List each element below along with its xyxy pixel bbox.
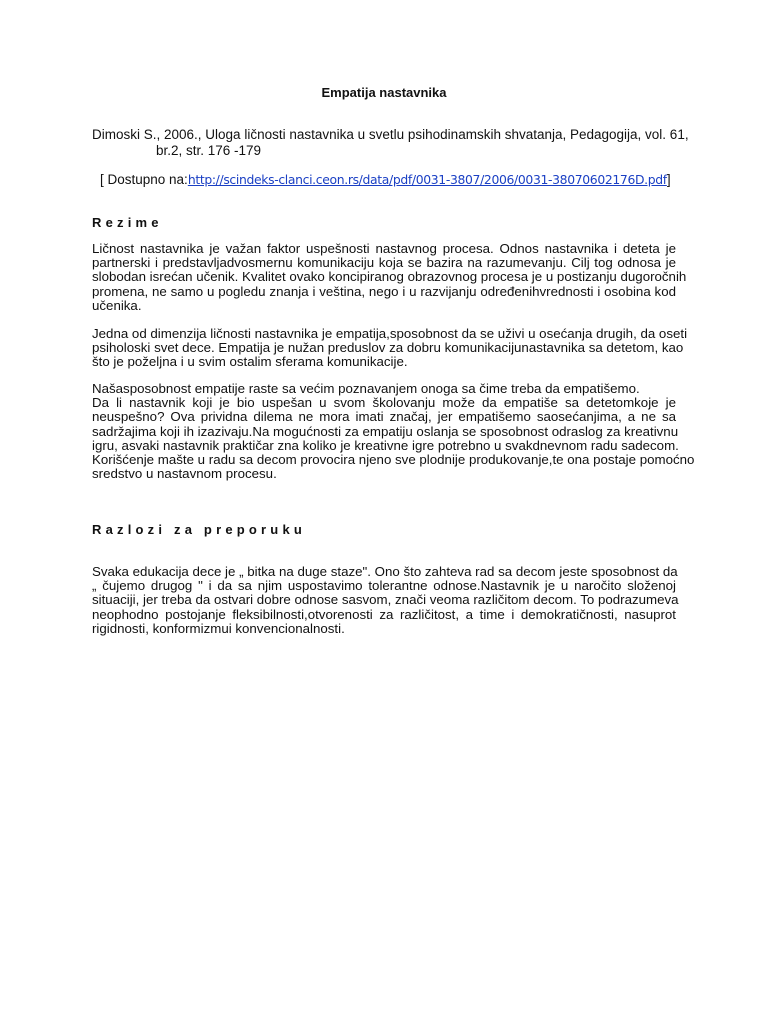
- paragraph-line: rigidnosti, konformizmui konvencionalnosti.: [92, 620, 345, 636]
- paragraph-line: promena, ne samo u pogledu znanja i veština, nego i u razvijanju određenihvrednosti i osobina kod: [92, 283, 676, 299]
- document-title: Empatija nastavnika: [321, 85, 447, 100]
- source-link[interactable]: http://scindeks-clanci.ceon.rs/data/pdf/0031-3807/2006/0031-38070602176D.pdf: [187, 172, 667, 187]
- paragraph-line: neophodno postojanje fleksibilnosti,otvorenosti za različitost, a time i demokratičnosti, nasuprot: [92, 606, 676, 622]
- paragraph-line: Ličnost nastavnika je važan faktor uspešnosti nastavnog procesa. Odnos nastavnika i deteta je: [92, 241, 676, 256]
- paragraph-line: psiholoski svet dece. Empatija je nužan preduslov za dobru komunikacijunastavnika sa detetom, kao: [92, 340, 684, 356]
- paragraph-line: sadržajima koji ih izazivaju.Na mogućnosti za empatiju oslanja se sposobnost odraslog za kreativnu: [92, 423, 679, 439]
- paragraph-line: partnerski i predstavljadvosmernu komunikaciju koja se bazira na razumevanju. Cilj tog odnosa je: [92, 255, 676, 271]
- paragraph-line: Svaka edukacija dece je „ bitka na duge staze". Ono što zahteva rad sa decom jeste sposobnost da: [92, 564, 678, 579]
- availability-suffix: ]: [666, 172, 671, 187]
- section-heading-razlozi: Razlozi za preporuku: [92, 522, 307, 537]
- paragraph-line: Korišćenje mašte u radu sa decom provocira njeno sve plodnije produkovanje,te ona postaje pomoćno: [92, 452, 695, 468]
- rezime-paragraph-3: [92, 381, 695, 482]
- availability-note: [100, 171, 700, 189]
- razlozi-paragraph: [92, 564, 679, 636]
- paragraph-line: Jedna od dimenzija ličnosti nastavnika je empatija,sposobnost da se uživi u osećanja drugih, da oseti: [92, 326, 688, 341]
- paragraph-line: neuspešno? Ova prividna dilema ne mora imati značaj, jer empatišemo saosećanjima, a ne sa: [92, 409, 676, 425]
- citation-line-1: Dimoski S., 2006., Uloga ličnosti nastavnika u svetlu psihodinamskih shvatanja, Pedagogija, vol. 61,: [92, 127, 689, 142]
- paragraph-line: što je poželjna i u svim ostalim sferama komunikacije.: [92, 354, 408, 370]
- section-heading-rezime: Rezime: [92, 215, 163, 230]
- paragraph-line: učenika.: [92, 297, 142, 313]
- paragraph-line: slobodan isrećan učenik. Kvalitet ovako koncipiranog obrazovnog procesa je u postizanju dugoročnih: [92, 269, 687, 285]
- availability-prefix: [ Dostupno na:: [100, 172, 188, 187]
- paragraph-line: Da li nastavnik koji je bio uspešan u svom školovanju može da empatiše sa detetomkoje je: [92, 395, 676, 411]
- paragraph-line: sredstvo u nastavnom procesu.: [92, 466, 277, 482]
- rezime-paragraph-2: [92, 326, 688, 370]
- citation-line-2: br.2, str. 176 -179: [156, 143, 262, 158]
- paragraph-line: igru, asvaki nastavnik praktičar zna koliko je kreativne igre potrebno u svakdnevnom radu sadecom.: [92, 437, 679, 453]
- citation: [92, 127, 692, 159]
- paragraph-line: situaciji, jer treba da ostvari dobre odnose sasvom, znači veoma različitom decom. To podrazumeva: [92, 592, 679, 608]
- paragraph-line: Našasposobnost empatije raste sa većim poznavanjem onoga sa čime treba da empatišemo.: [92, 381, 640, 396]
- paragraph-line: „ čujemo drugog " i da sa njim uspostavimo tolerantne odnose.Nastavnik je u naročito složenoj: [92, 578, 676, 594]
- rezime-paragraph-1: [92, 241, 687, 313]
